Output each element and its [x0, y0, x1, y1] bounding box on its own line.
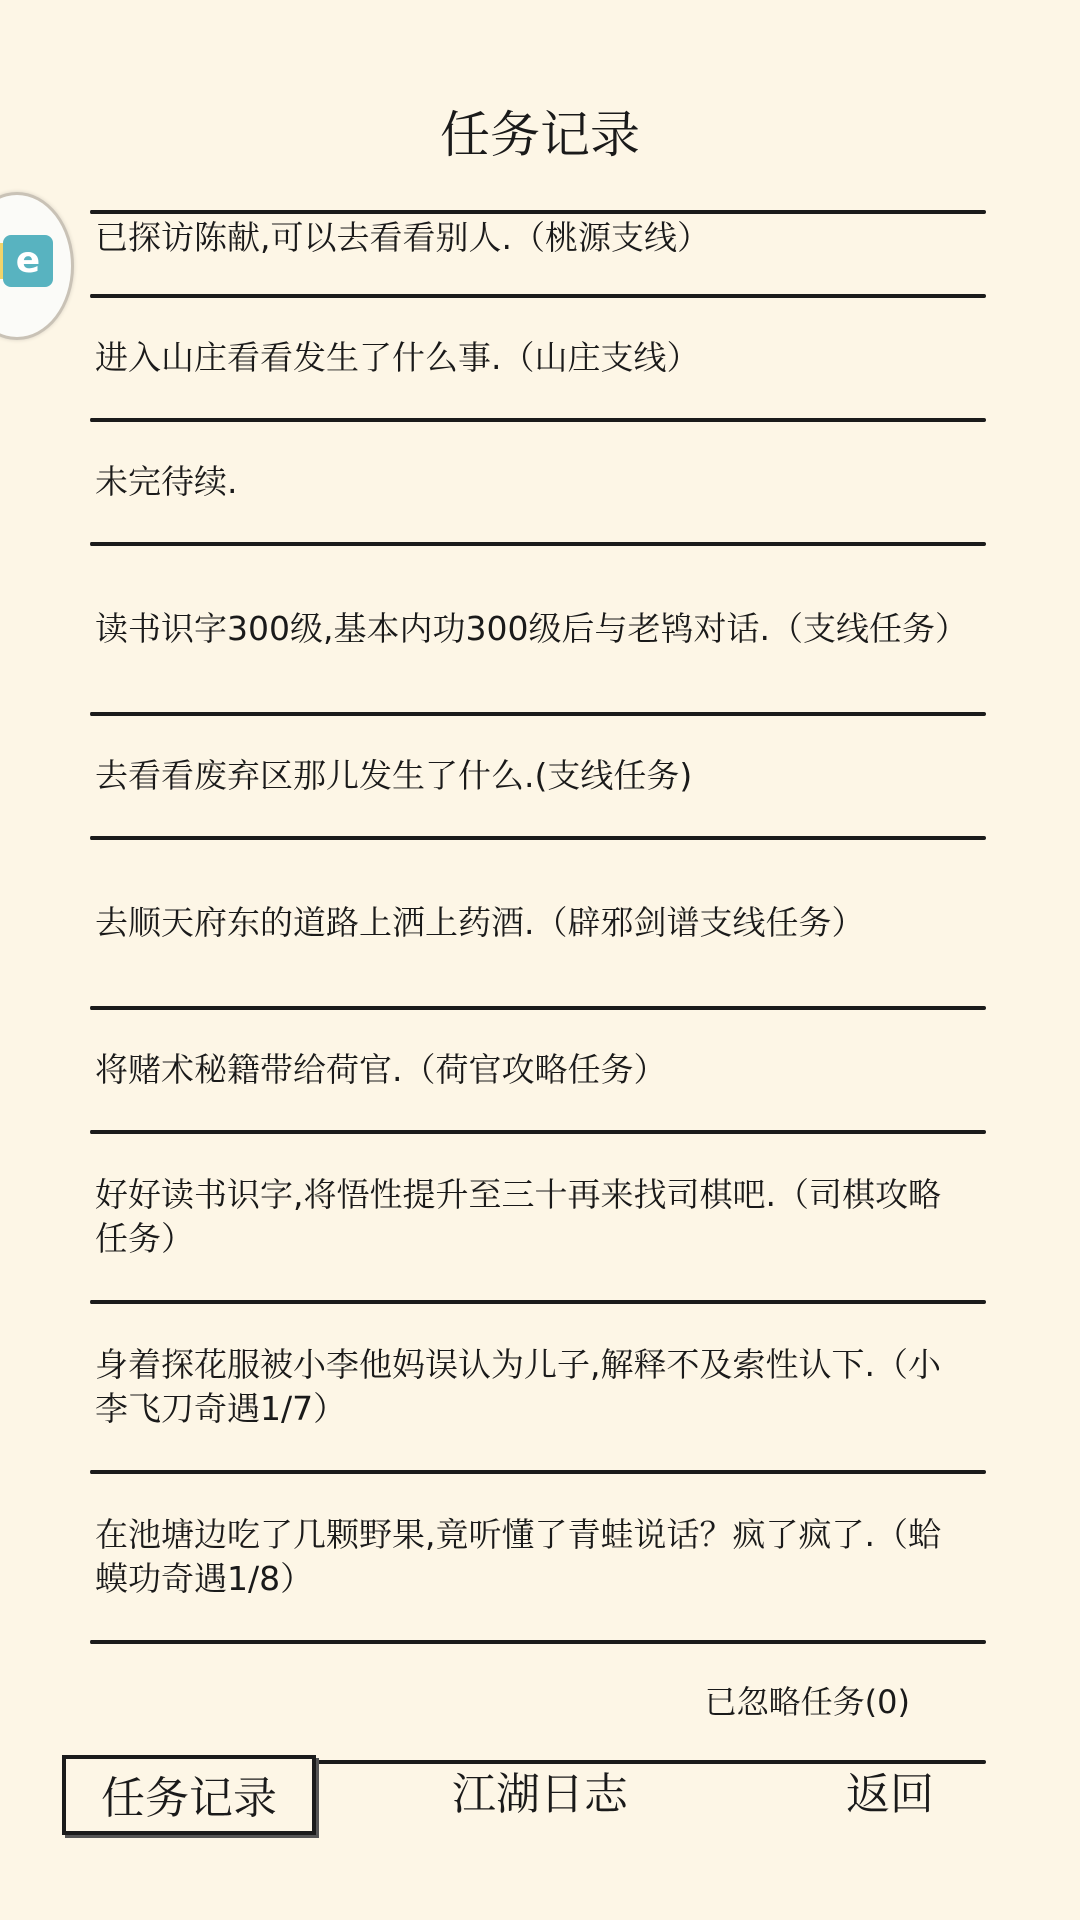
- floating-assistant-button[interactable]: [0, 192, 74, 340]
- quest-text: 好好读书识字,将悟性提升至三十再来找司棋吧.（司棋攻略任务）: [95, 1175, 941, 1258]
- quest-text: 未完待续.: [95, 462, 238, 501]
- quest-text: 去看看废弃区那儿发生了什么.(支线任务): [95, 756, 693, 795]
- quest-text: 身着探花服被小李他妈误认为儿子,解释不及索性认下.（小李飞刀奇遇1/7）: [95, 1345, 941, 1428]
- quest-item[interactable]: [90, 198, 980, 293]
- page-title: 任务记录: [440, 106, 640, 164]
- ignored-quests-label: 已忽略任务(0): [704, 1683, 910, 1721]
- quest-item[interactable]: [90, 1011, 980, 1129]
- tab-jianghu-log[interactable]: 江湖日志: [452, 1769, 628, 1820]
- quest-item[interactable]: [90, 1475, 980, 1639]
- quest-text: 去顺天府东的道路上洒上药酒.（辟邪剑谱支线任务）: [95, 903, 865, 942]
- quest-item[interactable]: [90, 423, 980, 541]
- quest-item[interactable]: [90, 299, 980, 417]
- quest-list[interactable]: [90, 198, 980, 1721]
- quest-item[interactable]: [90, 1135, 980, 1299]
- quest-text: 将赌术秘籍带给荷官.（荷官攻略任务）: [95, 1050, 667, 1089]
- back-button[interactable]: 返回: [846, 1769, 934, 1820]
- quest-item[interactable]: [90, 717, 980, 835]
- quest-text: 已探访陈献,可以去看看别人.（桃源支线）: [95, 218, 710, 257]
- tab-quest-log[interactable]: 任务记录: [62, 1755, 316, 1835]
- quest-text: 读书识字300级,基本内功300级后与老鸨对话.（支线任务）: [95, 609, 968, 648]
- quest-item[interactable]: [90, 547, 980, 711]
- bottom-tab-bar: [0, 1755, 1080, 1865]
- app-logo-icon: e: [3, 235, 53, 287]
- quest-item[interactable]: [90, 841, 980, 1005]
- quest-item[interactable]: [90, 1305, 980, 1469]
- quest-text: 在池塘边吃了几颗野果,竟听懂了青蛙说话？疯了疯了.（蛤蟆功奇遇1/8）: [95, 1515, 941, 1598]
- ignored-quests-button[interactable]: [90, 1645, 980, 1759]
- quest-text: 进入山庄看看发生了什么事.（山庄支线）: [95, 338, 700, 377]
